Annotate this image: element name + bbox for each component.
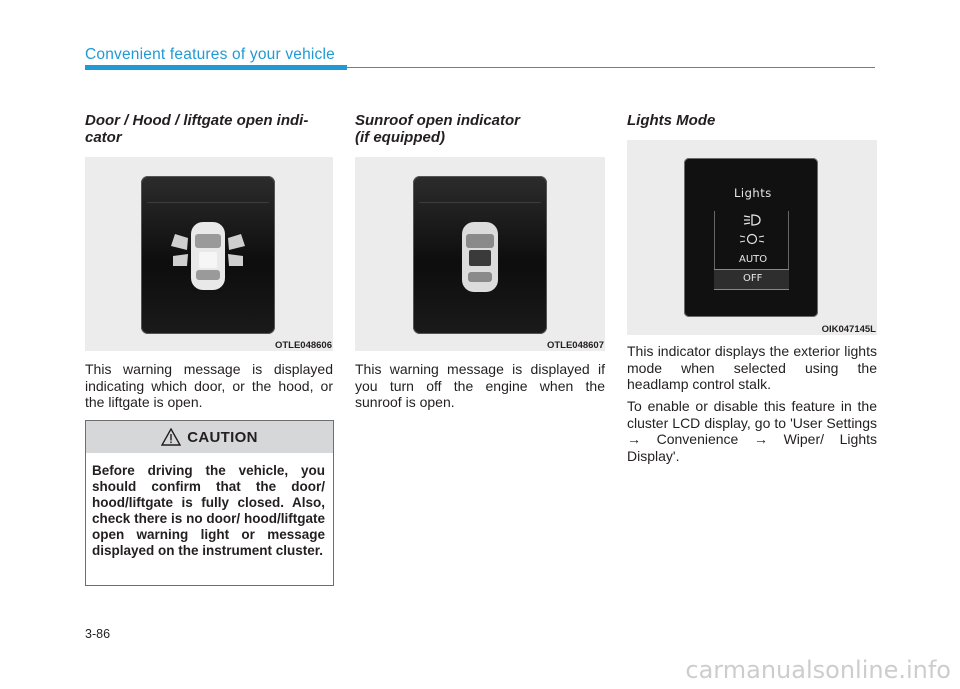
door-indicator-description: This warning message is displayed indicating which door, or the hood, or the liftgate is open. — [85, 361, 333, 410]
caution-header — [86, 421, 333, 453]
section-title: Convenient features of your vehicle — [85, 46, 335, 63]
car-sunroof-open-icon — [413, 176, 547, 334]
lights-mode-description: This indicator displays the exterior lights mode when selected using the headlamp control stalk. — [627, 343, 877, 392]
lights-mode-heading: Lights Mode — [627, 112, 716, 129]
sunroof-open-screen — [413, 176, 547, 334]
door-indicator-figure — [85, 157, 333, 351]
page-number: 3-86 — [85, 627, 111, 641]
position-lamp-icon — [739, 232, 765, 246]
header-rule — [347, 67, 875, 68]
warning-triangle-icon — [161, 428, 181, 446]
lights-screen — [684, 158, 818, 317]
lights-screen-title: Lights — [734, 186, 772, 200]
figure-code: OIK047145L — [821, 324, 876, 335]
car-doors-open-icon — [141, 176, 275, 334]
off-option: OFF — [743, 273, 763, 284]
figure-code: OTLE048607 — [546, 340, 604, 351]
caution-text: Before driving the vehicle, you should confirm that the door/ hood/liftgate is fully closed. Also, check there is no door/ hood/liftgate open warning light or message displayed on the instrument cluster. — [92, 463, 325, 558]
figure-code: OTLE048606 — [274, 340, 332, 351]
auto-option: AUTO — [739, 254, 768, 265]
low-beam-icon — [743, 213, 763, 227]
door-indicator-heading: Door / Hood / liftgate open indi- cator — [85, 112, 309, 146]
door-open-screen — [141, 176, 275, 334]
sunroof-indicator-figure — [355, 157, 605, 351]
caution-title: CAUTION — [187, 428, 258, 446]
header-accent-bar — [85, 65, 347, 70]
sunroof-indicator-description: This warning message is displayed if you turn off the engine when the sunroof is open. — [355, 361, 605, 410]
caution-box — [85, 420, 334, 586]
lights-mode-settings-path: To enable or disable this feature in the cluster LCD display, go to 'User Settings → Convenience → Wiper/ Lights Display'. — [627, 398, 877, 464]
sunroof-indicator-heading: Sunroof open indicator (if equipped) — [355, 112, 520, 146]
watermark: carmanualsonline.info — [685, 656, 951, 684]
